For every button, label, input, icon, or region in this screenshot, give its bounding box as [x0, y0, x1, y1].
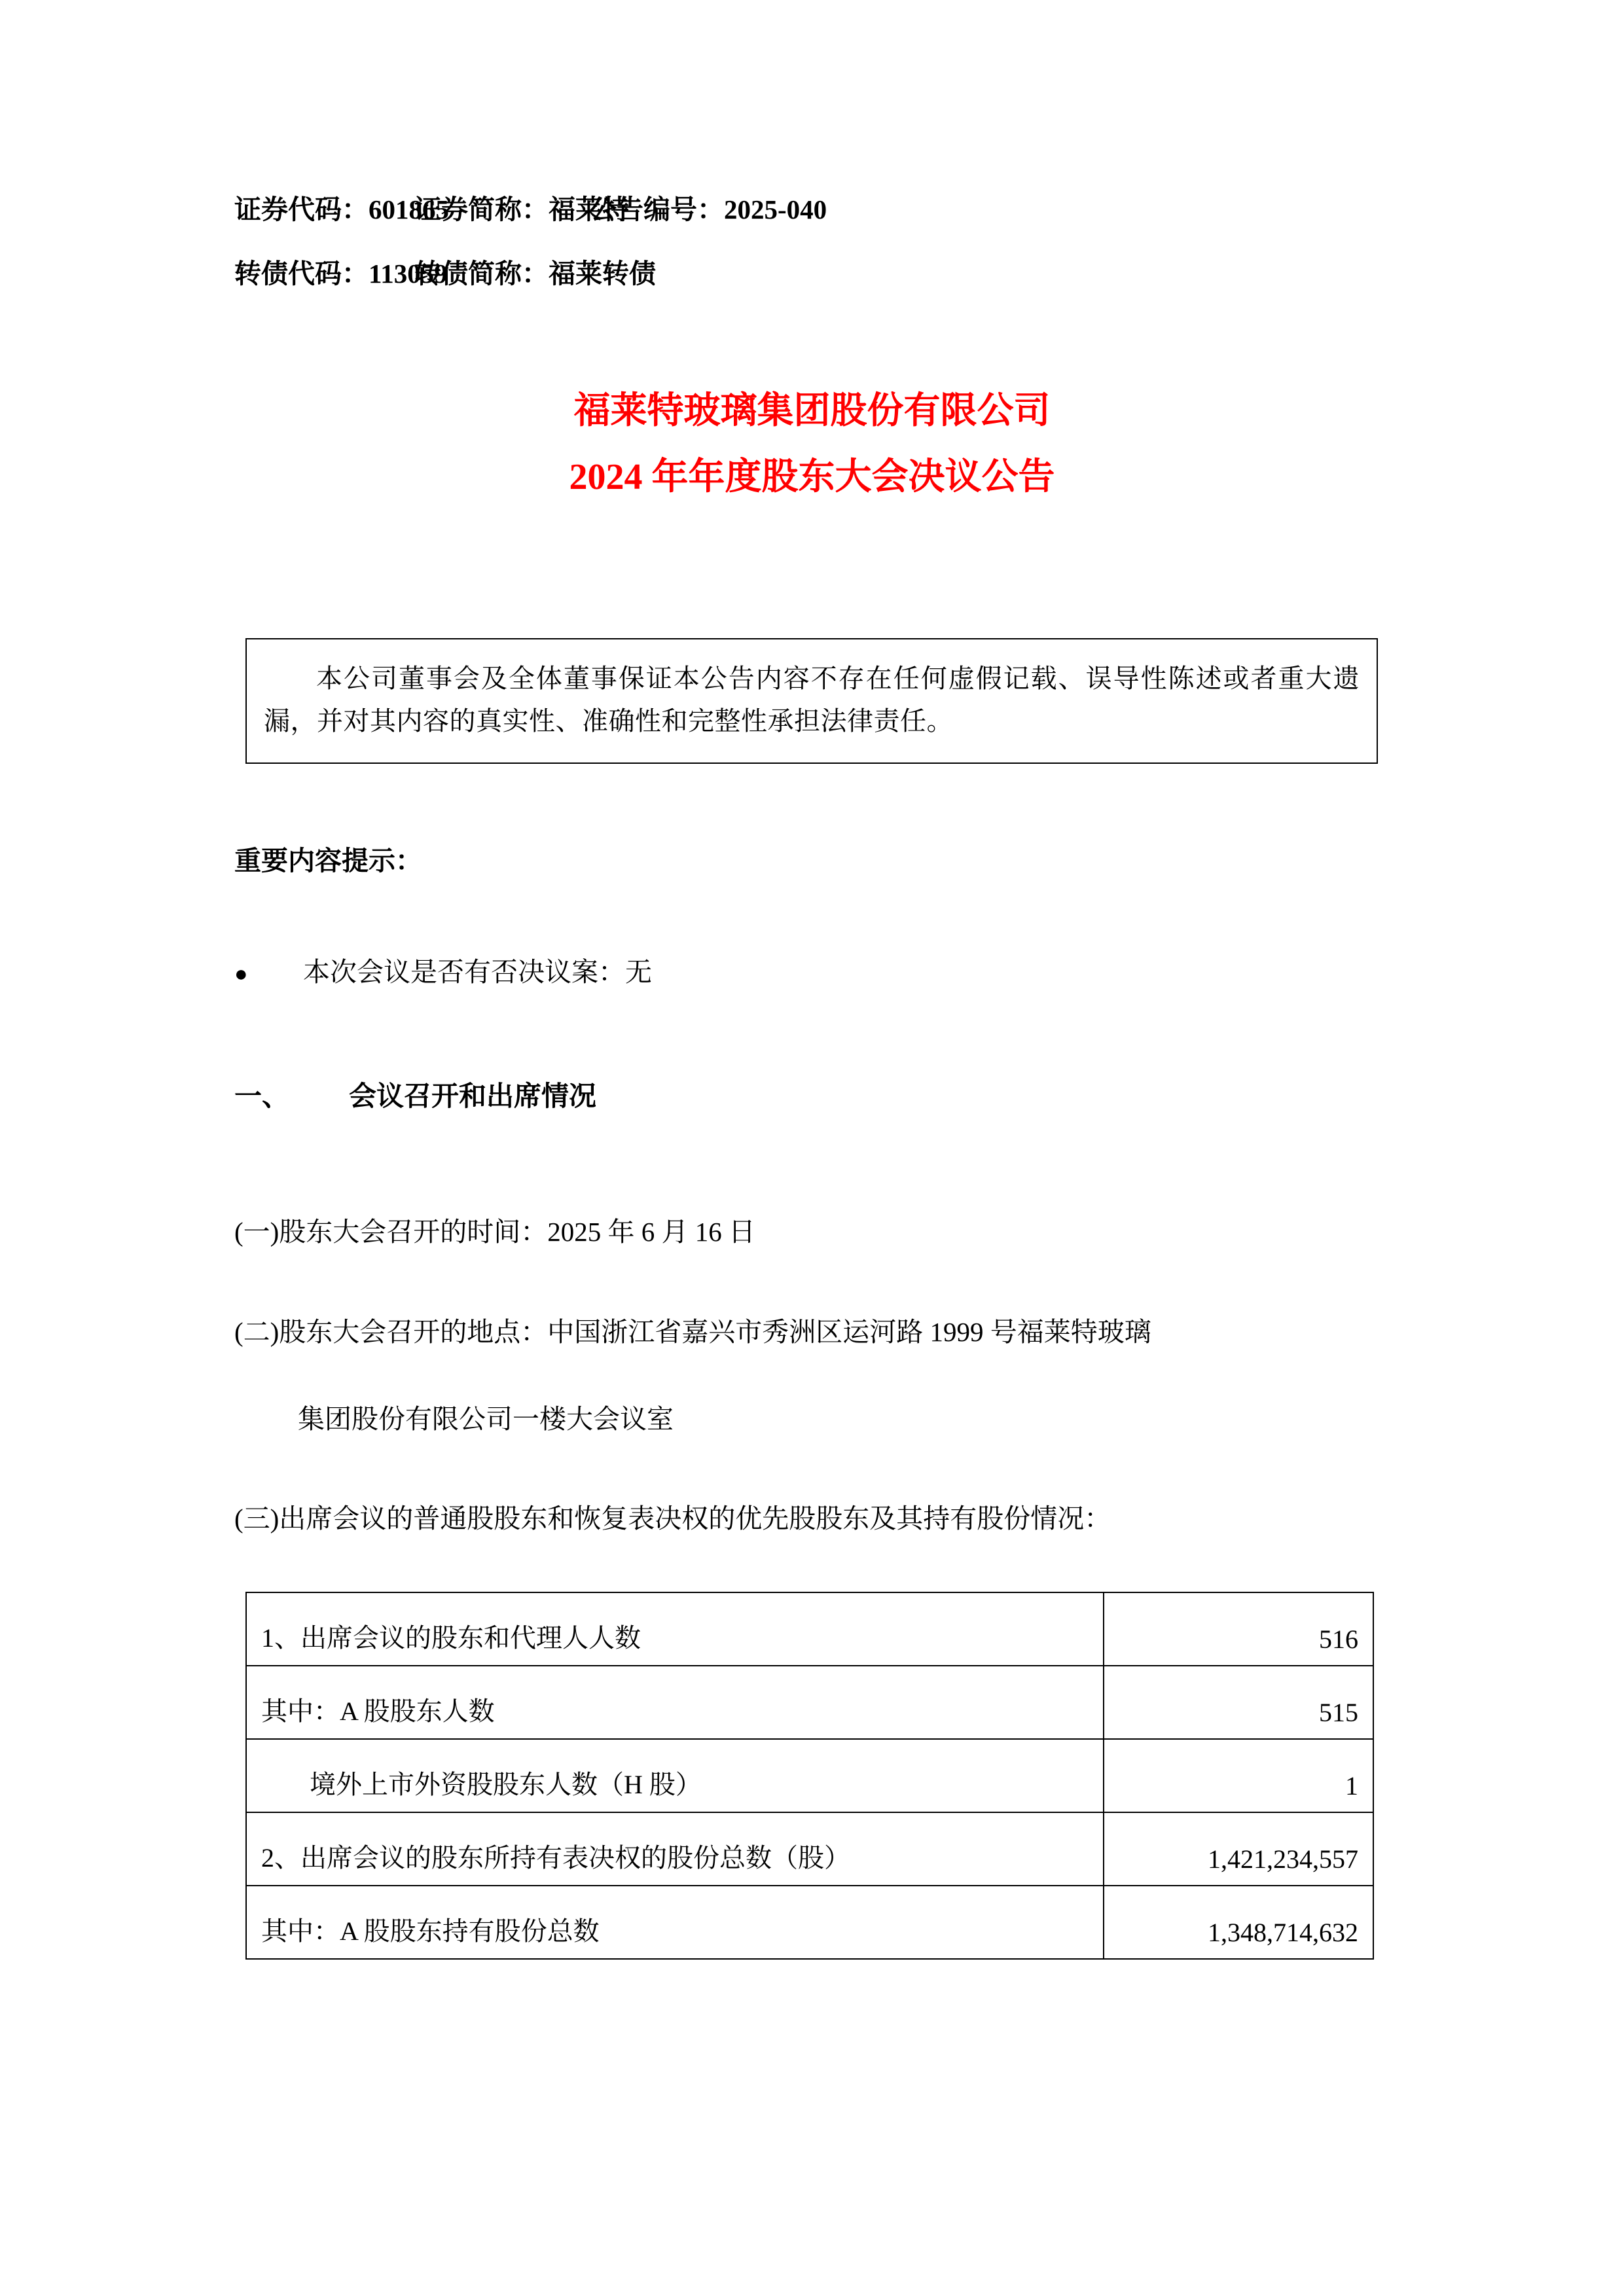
attendance-intro-paragraph: (三)出席会议的普通股股东和恢复表决权的优先股股东及其持有股份情况： — [234, 1503, 1111, 1534]
security-header — [234, 196, 1386, 325]
convertible-bond-short-name: 转债简称：福莱转债 — [414, 259, 656, 289]
table-row — [246, 1666, 1373, 1739]
table-cell-value: 516 — [1104, 1592, 1373, 1666]
bullet-item-text: 本次会议是否有否决议案：无 — [303, 957, 652, 987]
announcement-number: 公告编号：2025-040 — [590, 194, 827, 224]
section-one-number: 一、 — [234, 1082, 290, 1112]
disclaimer-box — [245, 638, 1378, 764]
table-cell-value: 1,348,714,632 — [1104, 1886, 1373, 1959]
table-cell-value: 1,421,234,557 — [1104, 1812, 1373, 1886]
table-row — [246, 1812, 1373, 1886]
convertible-bond-code: 转债代码：113059 — [234, 259, 448, 289]
table-row — [246, 1592, 1373, 1666]
security-header-row-1 — [234, 196, 1386, 223]
table-row — [246, 1739, 1373, 1812]
meeting-place-paragraph: (二)股东大会召开的地点：中国浙江省嘉兴市秀洲区运河路 1999 号福莱特玻璃 — [234, 1317, 1151, 1347]
bullet-icon: ● — [234, 962, 248, 986]
table-cell-label: 其中：A 股股东人数 — [246, 1666, 1104, 1739]
table-cell-value: 515 — [1104, 1666, 1373, 1739]
title-company-name: 福莱特玻璃集团股份有限公司 — [573, 391, 1051, 431]
security-code: 证券代码：601865 — [234, 194, 449, 224]
title-subject: 2024 年年度股东大会决议公告 — [569, 457, 1055, 497]
table-cell-label: 1、出席会议的股东和代理人人数 — [246, 1592, 1104, 1666]
section-one-heading — [234, 1083, 596, 1111]
table-cell-label: 2、出席会议的股东所持有表决权的股份总数（股） — [246, 1812, 1104, 1886]
disclaimer-text: 本公司董事会及全体董事保证本公告内容不存在任何虚假记载、误导性陈述或者重大遗漏，并对其内容的真实性、准确性和完整性承担法律责任。 — [264, 664, 1360, 736]
attendance-table — [245, 1592, 1374, 1960]
security-header-row-2 — [234, 260, 1386, 287]
attendance-table-body — [246, 1592, 1373, 1959]
important-notice-bullet-item — [234, 959, 652, 986]
table-row — [246, 1886, 1373, 1959]
table-cell-label: 其中：A 股股东持有股份总数 — [246, 1886, 1104, 1959]
page-title — [0, 393, 1624, 495]
table-cell-label: 境外上市外资股股东人数（H 股） — [246, 1739, 1104, 1812]
important-notice-heading: 重要内容提示： — [234, 846, 422, 876]
meeting-time-paragraph: (一)股东大会召开的时间：2025 年 6 月 16 日 — [234, 1217, 756, 1247]
table-cell-value: 1 — [1104, 1739, 1373, 1812]
section-one-title: 会议召开和出席情况 — [349, 1082, 597, 1112]
meeting-place-paragraph-continued: 集团股份有限公司一楼大会议室 — [298, 1404, 674, 1434]
security-short-name: 证券简称：福莱特 — [414, 194, 629, 224]
